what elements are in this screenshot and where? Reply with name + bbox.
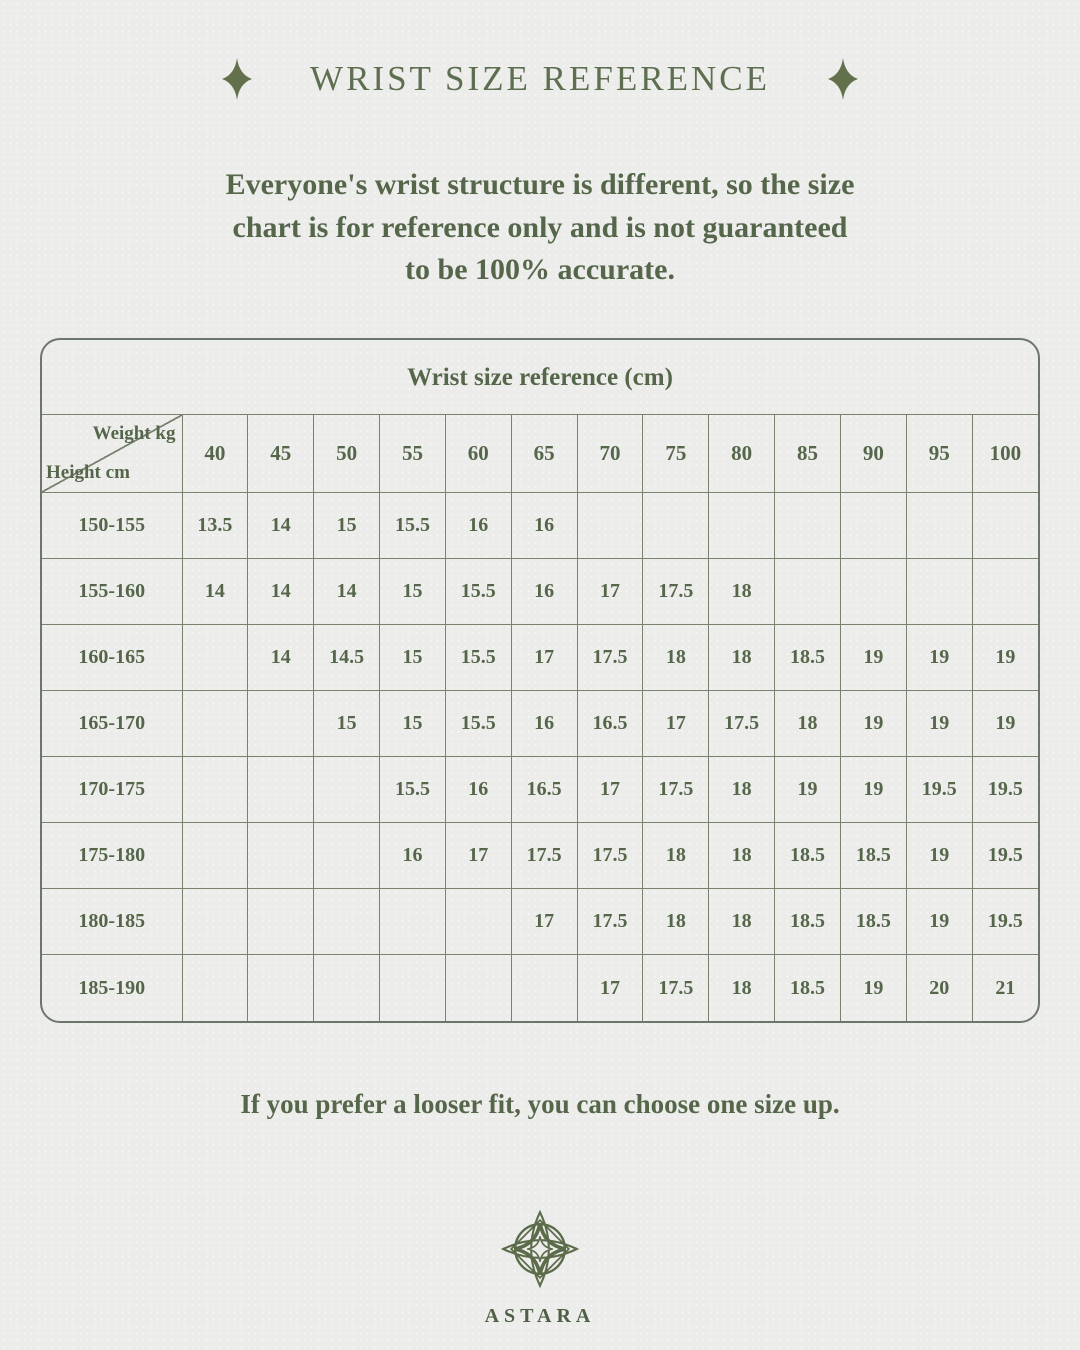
- wrist-size-cell: 18: [709, 823, 775, 889]
- wrist-size-cell: [248, 823, 314, 889]
- wrist-size-cell: [906, 493, 972, 559]
- height-row-label: 175-180: [42, 823, 182, 889]
- wrist-size-cell: 18: [709, 955, 775, 1021]
- wrist-size-cell: 16: [511, 559, 577, 625]
- weight-header-cell: 85: [775, 415, 841, 493]
- wrist-size-cell: 19: [840, 955, 906, 1021]
- height-row-label: 160-165: [42, 625, 182, 691]
- wrist-size-cell: 19: [906, 823, 972, 889]
- wrist-size-cell: 17: [445, 823, 511, 889]
- wrist-size-cell: [182, 757, 248, 823]
- wrist-size-cell: 17.5: [577, 823, 643, 889]
- wrist-size-cell: [380, 955, 446, 1021]
- wrist-size-cell: [840, 559, 906, 625]
- table-row: [42, 625, 1038, 691]
- weight-header-cell: 95: [906, 415, 972, 493]
- weight-header-cell: 65: [511, 415, 577, 493]
- wrist-size-cell: 18.5: [775, 889, 841, 955]
- wrist-size-cell: 16: [380, 823, 446, 889]
- wrist-size-cell: 19: [840, 625, 906, 691]
- wrist-size-cell: 15: [314, 493, 380, 559]
- wrist-size-cell: 18.5: [840, 823, 906, 889]
- wrist-size-cell: [775, 493, 841, 559]
- wrist-size-cell: 19.5: [972, 823, 1038, 889]
- wrist-size-cell: 16: [511, 493, 577, 559]
- wrist-size-cell: [972, 493, 1038, 559]
- wrist-size-cell: 18: [643, 889, 709, 955]
- wrist-size-cell: [775, 559, 841, 625]
- wrist-size-cell: 18: [643, 625, 709, 691]
- wrist-size-cell: 19: [906, 889, 972, 955]
- wrist-size-cell: 17: [643, 691, 709, 757]
- height-row-label: 150-155: [42, 493, 182, 559]
- wrist-size-cell: 21: [972, 955, 1038, 1021]
- wrist-size-cell: 17.5: [709, 691, 775, 757]
- wrist-size-cell: 17.5: [577, 625, 643, 691]
- wrist-size-cell: 18: [775, 691, 841, 757]
- weight-header-cell: 55: [380, 415, 446, 493]
- wrist-size-cell: [314, 889, 380, 955]
- wrist-size-cell: 19.5: [972, 757, 1038, 823]
- page-header: [0, 0, 1080, 102]
- sparkle-icon: [828, 56, 858, 102]
- wrist-size-cell: [182, 823, 248, 889]
- wrist-size-cell: [182, 691, 248, 757]
- wrist-size-cell: 19.5: [972, 889, 1038, 955]
- wrist-size-cell: 14.5: [314, 625, 380, 691]
- wrist-size-cell: 15: [380, 691, 446, 757]
- size-table-body: [42, 415, 1038, 1021]
- size-table-card: [40, 338, 1040, 1023]
- wrist-size-cell: 19.5: [906, 757, 972, 823]
- intro-text: [0, 164, 1080, 292]
- weight-header-cell: 75: [643, 415, 709, 493]
- table-row: [42, 493, 1038, 559]
- wrist-size-cell: 15.5: [380, 493, 446, 559]
- wrist-size-cell: 19: [972, 691, 1038, 757]
- wrist-size-cell: 18: [709, 889, 775, 955]
- wrist-size-cell: 19: [775, 757, 841, 823]
- wrist-size-cell: 15: [380, 559, 446, 625]
- wrist-size-cell: 19: [972, 625, 1038, 691]
- weight-header-cell: 80: [709, 415, 775, 493]
- height-row-label: 165-170: [42, 691, 182, 757]
- wrist-size-cell: 15.5: [445, 559, 511, 625]
- wrist-size-cell: 17: [511, 625, 577, 691]
- wrist-size-cell: 16: [445, 493, 511, 559]
- wrist-size-cell: 19: [840, 757, 906, 823]
- weight-header-cell: 40: [182, 415, 248, 493]
- height-row-label: 180-185: [42, 889, 182, 955]
- wrist-size-cell: 20: [906, 955, 972, 1021]
- wrist-size-cell: 14: [248, 493, 314, 559]
- wrist-size-cell: [314, 823, 380, 889]
- wrist-size-cell: 18: [643, 823, 709, 889]
- brand-name: ASTARA: [484, 1305, 596, 1327]
- size-table: [42, 415, 1038, 1021]
- wrist-size-cell: [248, 757, 314, 823]
- wrist-size-cell: 18: [709, 757, 775, 823]
- weight-axis-label: Weight kg: [92, 422, 176, 444]
- table-title: Wrist size reference (cm): [42, 340, 1038, 415]
- sparkle-icon: [222, 56, 252, 102]
- wrist-size-cell: 16.5: [511, 757, 577, 823]
- weight-header-cell: 45: [248, 415, 314, 493]
- wrist-size-cell: [182, 955, 248, 1021]
- wrist-size-cell: 15: [314, 691, 380, 757]
- table-row: [42, 889, 1038, 955]
- wrist-size-cell: 19: [906, 691, 972, 757]
- wrist-size-cell: [445, 955, 511, 1021]
- height-axis-label: Height cm: [46, 462, 130, 484]
- wrist-size-cell: 15.5: [445, 691, 511, 757]
- wrist-size-cell: 16: [511, 691, 577, 757]
- wrist-size-cell: 17.5: [643, 757, 709, 823]
- weight-header-cell: 100: [972, 415, 1038, 493]
- brand-block: [0, 1201, 1080, 1328]
- axis-corner-cell: [42, 415, 182, 493]
- table-row: [42, 823, 1038, 889]
- weight-header-cell: 60: [445, 415, 511, 493]
- wrist-size-cell: [511, 955, 577, 1021]
- intro-line: chart is for reference only and is not guaranteed: [232, 210, 848, 244]
- wrist-size-cell: [445, 889, 511, 955]
- table-row: [42, 691, 1038, 757]
- height-row-label: 155-160: [42, 559, 182, 625]
- wrist-size-cell: 17: [577, 757, 643, 823]
- wrist-size-cell: 18: [709, 559, 775, 625]
- intro-line: Everyone's wrist structure is different, so the size: [225, 168, 855, 201]
- wrist-size-cell: 18.5: [840, 889, 906, 955]
- wrist-size-cell: [840, 493, 906, 559]
- wrist-size-cell: 14: [248, 625, 314, 691]
- wrist-size-cell: 18.5: [775, 955, 841, 1021]
- wrist-size-cell: [972, 559, 1038, 625]
- wrist-size-cell: [577, 493, 643, 559]
- wrist-size-cell: 15: [380, 625, 446, 691]
- wrist-size-cell: 19: [840, 691, 906, 757]
- wrist-size-cell: 18.5: [775, 625, 841, 691]
- wrist-size-cell: 15.5: [380, 757, 446, 823]
- weight-header-cell: 50: [314, 415, 380, 493]
- wrist-size-cell: 16.5: [577, 691, 643, 757]
- wrist-size-cell: 16: [445, 757, 511, 823]
- wrist-size-cell: 18.5: [775, 823, 841, 889]
- wrist-size-cell: 17.5: [643, 559, 709, 625]
- wrist-size-cell: [248, 889, 314, 955]
- weight-header-cell: 70: [577, 415, 643, 493]
- intro-line: to be 100% accurate.: [405, 253, 675, 287]
- wrist-size-cell: 14: [248, 559, 314, 625]
- wrist-size-cell: 18: [709, 625, 775, 691]
- wrist-size-cell: 17.5: [643, 955, 709, 1021]
- height-row-label: 185-190: [42, 955, 182, 1021]
- wrist-size-cell: [314, 757, 380, 823]
- footnote-text: If you prefer a looser fit, you can choose one size up.: [240, 1088, 840, 1119]
- height-row-label: 170-175: [42, 757, 182, 823]
- wrist-size-cell: [248, 691, 314, 757]
- table-header-row: [42, 415, 1038, 493]
- wrist-size-cell: 13.5: [182, 493, 248, 559]
- wrist-size-cell: [643, 493, 709, 559]
- wrist-size-cell: [380, 889, 446, 955]
- wrist-size-cell: 17.5: [577, 889, 643, 955]
- wrist-size-cell: 14: [182, 559, 248, 625]
- wrist-size-cell: 19: [906, 625, 972, 691]
- wrist-size-cell: 17: [577, 559, 643, 625]
- wrist-size-cell: 14: [314, 559, 380, 625]
- wrist-size-cell: [709, 493, 775, 559]
- wrist-size-cell: [182, 889, 248, 955]
- weight-header-cell: 90: [840, 415, 906, 493]
- wrist-size-cell: 15.5: [445, 625, 511, 691]
- wrist-size-cell: [182, 625, 248, 691]
- wrist-size-cell: 17: [577, 955, 643, 1021]
- table-row: [42, 955, 1038, 1021]
- wrist-size-cell: [248, 955, 314, 1021]
- compass-star-logo-icon: [492, 1201, 588, 1297]
- wrist-size-cell: [906, 559, 972, 625]
- wrist-size-cell: 17: [511, 889, 577, 955]
- wrist-size-cell: 17.5: [511, 823, 577, 889]
- table-row: [42, 757, 1038, 823]
- wrist-size-cell: [314, 955, 380, 1021]
- page-title: WRIST SIZE REFERENCE: [310, 59, 770, 98]
- table-row: [42, 559, 1038, 625]
